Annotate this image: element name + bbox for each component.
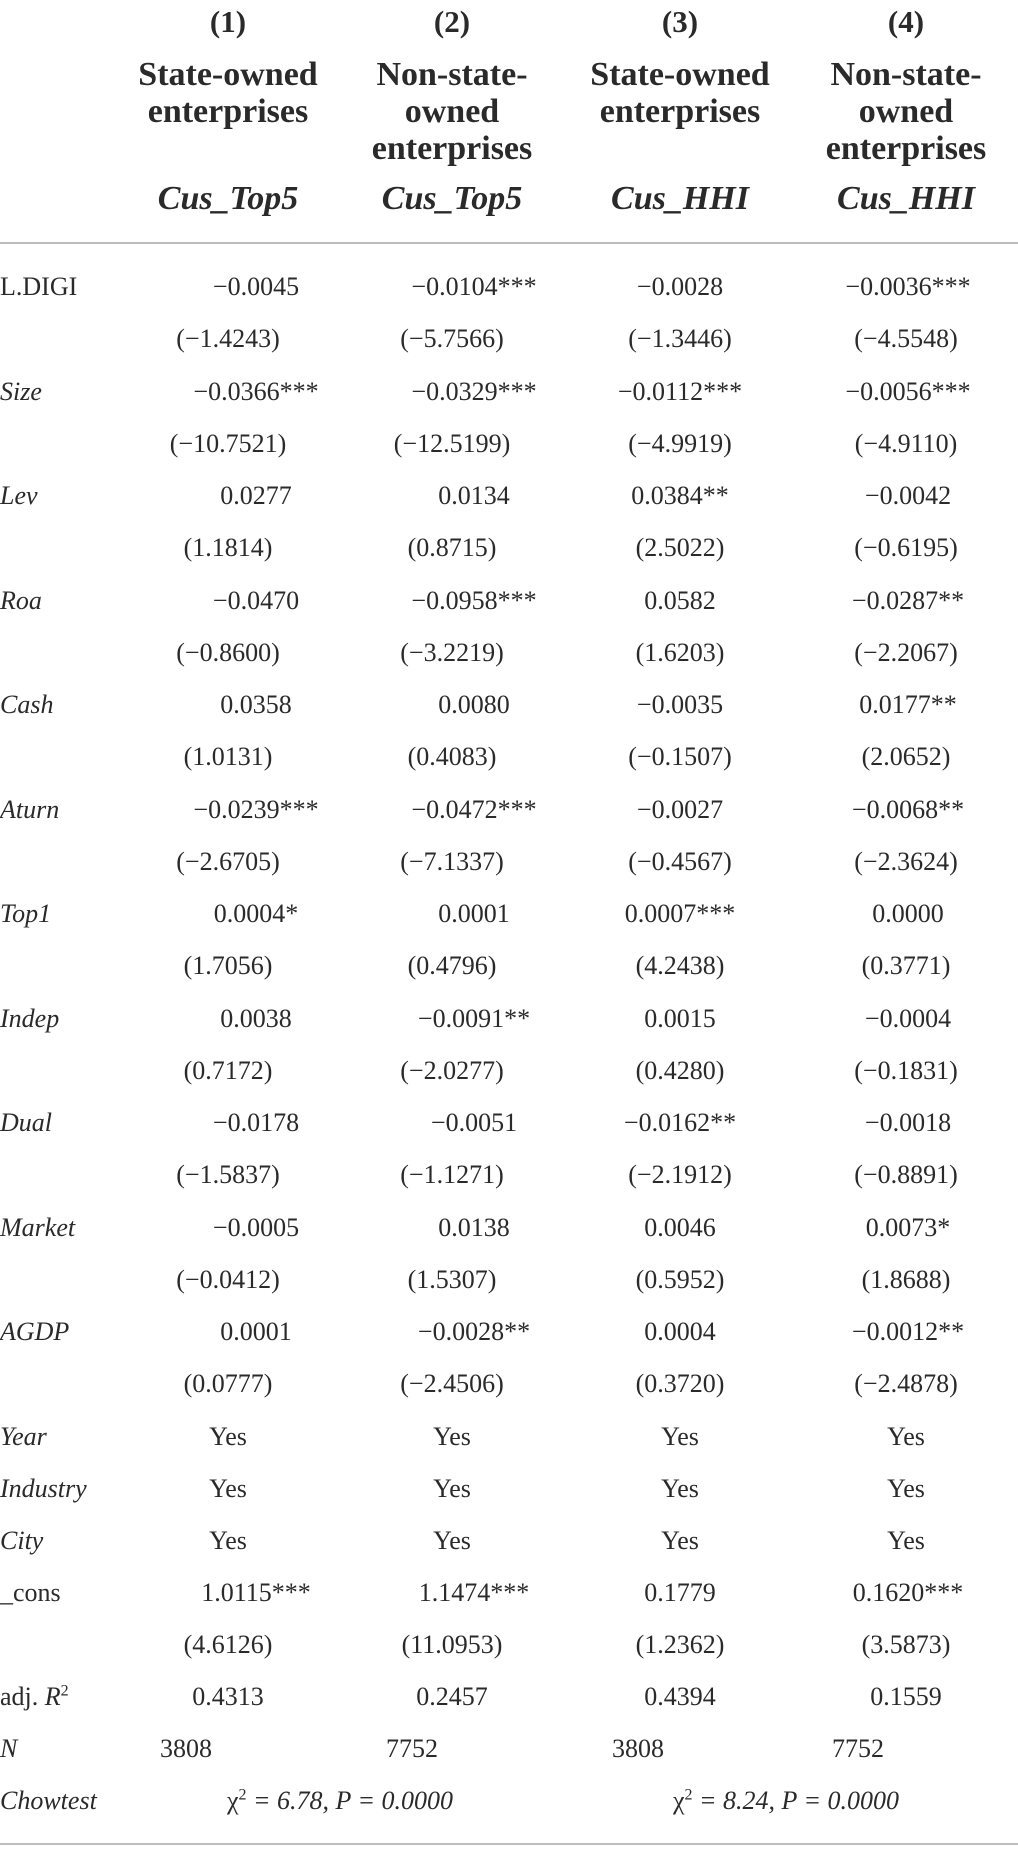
t-statistic: (−0.4567) [628,846,732,876]
column-title [138,56,317,130]
coefficient: 0.0358 [220,690,292,719]
coefficient: 0.0073* [865,1212,951,1242]
control-value: Yes [433,1421,471,1451]
coefficient: 0.0138 [438,1212,510,1242]
t-statistic: (0.8715) [407,533,497,562]
control-value: Yes [661,1421,699,1451]
control-value: Yes [887,1421,925,1451]
coefficient: −0.0958*** [411,585,537,615]
t-statistic: (1.7056) [183,951,273,980]
t-statistic: (−3.2219) [400,637,504,667]
control-label: Year [0,1421,47,1451]
control-value: Yes [887,1473,925,1503]
t-statistic: (1.1814) [183,533,273,562]
coefficient: 0.0004* [213,899,299,928]
control-label: Industry [0,1473,87,1503]
coefficient: −0.0045 [212,272,300,301]
coefficient: −0.0470 [212,585,300,615]
adj-r2-value: 0.2457 [416,1682,488,1711]
coefficient: −0.0104*** [411,272,537,301]
column-title-line: State-owned [590,56,770,93]
row-label: Market [0,1212,76,1242]
coefficient: −0.0056*** [845,376,971,406]
t-statistic: (1.0131) [183,742,273,771]
coefficient: −0.0178 [212,1108,300,1137]
coefficient: 0.1779 [644,1577,716,1607]
row-label: L.DIGI [0,272,78,301]
coefficient: −0.0051 [430,1108,518,1137]
column-title-line: owned [858,93,954,130]
t-statistic: (0.4796) [407,951,497,980]
t-statistic: (1.6203) [635,637,725,667]
dependent-variable: Cus_Top5 [381,180,523,217]
control-value: Yes [209,1421,247,1451]
t-statistic: (4.2438) [635,951,725,980]
coefficient: 0.0046 [644,1212,716,1242]
t-statistic: (−0.8600) [176,637,280,667]
t-statistic: (−4.5548) [854,324,958,353]
control-value: Yes [887,1525,925,1555]
t-statistic: (0.4083) [407,742,497,771]
t-statistic: (−1.1271) [400,1160,504,1189]
t-statistic: (−12.5199) [393,428,511,458]
adj-r2-value: 0.4394 [644,1682,716,1711]
n-value: 7752 [832,1734,884,1763]
coefficient: 0.0582 [644,585,716,615]
t-statistic: (2.5022) [635,533,725,562]
t-statistic: (−2.6705) [176,846,280,876]
row-label: Size [0,376,42,406]
bottom-rule [0,1843,1018,1845]
coefficient: 0.0080 [438,690,510,719]
t-statistic: (−2.1912) [628,1160,732,1189]
row-label: AGDP [0,1317,70,1346]
t-statistic: (−0.1831) [854,1055,958,1085]
n-value: 7752 [386,1734,438,1763]
t-statistic: (3.5873) [861,1629,951,1659]
t-statistic: (−2.4878) [854,1369,958,1398]
t-statistic: (−2.4506) [400,1369,504,1398]
t-statistic: (−2.3624) [854,846,958,876]
column-title-line: Non-state- [830,56,982,93]
coefficient: −0.0004 [864,1003,952,1033]
t-statistic: (−2.2067) [854,637,958,667]
dependent-variable: Cus_Top5 [157,180,299,217]
column-number: (4) [887,4,925,39]
t-statistic: (11.0953) [401,1629,503,1659]
row-label: Lev [0,481,38,510]
t-statistic: (−5.7566) [400,324,504,353]
n-value: 3808 [612,1734,664,1763]
t-statistic: (−0.6195) [854,533,958,562]
coefficient: 0.0384** [631,481,729,510]
dependent-variable: Cus_HHI [611,180,749,217]
coefficient: −0.0028 [636,272,724,301]
t-statistic: (0.7172) [183,1055,273,1085]
chowtest-value: $\chi^2 = 8.24$, P = 0.0000 [672,1786,900,1815]
t-statistic: (−0.1507) [628,742,732,771]
chowtest-value: $\chi^2 = 6.78$, P = 0.0000 [226,1786,454,1815]
control-value: Yes [433,1525,471,1555]
coefficient: −0.0239*** [193,794,319,824]
coefficient: 0.0001 [220,1317,292,1346]
column-title-line: Non-state- [376,56,528,93]
coefficient: −0.0028** [417,1317,531,1346]
column-number: (2) [433,4,471,39]
row-label: _cons [0,1577,61,1607]
n-value: 3808 [160,1734,212,1763]
column-title [372,56,533,167]
coefficient: −0.0287** [851,585,965,615]
coefficient: 0.0038 [220,1003,292,1033]
t-statistic: (−4.9110) [854,428,958,458]
coefficient: 0.0004 [644,1317,716,1346]
t-statistic: (0.3720) [635,1369,725,1398]
coefficient: −0.0018 [864,1108,952,1137]
coefficient: −0.0162** [623,1108,737,1137]
column-number: (1) [209,4,247,39]
row-label: Aturn [0,794,60,824]
t-statistic: (1.2362) [635,1629,725,1659]
coefficient: −0.0035 [636,690,724,719]
adj-r2-value: 0.4313 [192,1682,264,1711]
coefficient: −0.0068** [851,794,965,824]
t-statistic: (−4.9919) [628,428,732,458]
t-statistic: (0.3771) [861,951,951,980]
coefficient: −0.0042 [864,481,952,510]
column-title [826,56,987,167]
control-label: City [0,1525,44,1555]
column-title-line: State-owned [138,56,318,93]
adj-r2-value: 0.1559 [870,1682,942,1711]
coefficient: 0.0000 [872,899,944,928]
t-statistic: (−2.0277) [400,1055,504,1085]
column-title-line: enterprises [147,93,309,130]
coefficient: −0.0329*** [411,376,537,406]
row-label: Cash [0,690,54,719]
column-title-line: enterprises [371,130,533,167]
coefficient: 0.0007*** [624,899,736,928]
n-label: N [0,1734,18,1763]
coefficient: −0.0366*** [193,376,319,406]
coefficient: 0.0134 [438,481,510,510]
column-title-line: enterprises [599,93,761,130]
header-rule [0,242,1018,244]
dependent-variable: Cus_HHI [837,180,975,217]
adj-r2-label: adj. $R^2$ [0,1682,69,1711]
control-value: Yes [433,1473,471,1503]
chowtest-label: Chowtest [0,1786,97,1815]
coefficient: 0.0015 [644,1003,716,1033]
coefficient: 1.0115*** [201,1577,311,1607]
control-value: Yes [661,1473,699,1503]
t-statistic: (2.0652) [861,742,951,771]
t-statistic: (0.0777) [183,1369,273,1398]
row-label: Indep [0,1003,60,1033]
t-statistic: (0.4280) [635,1055,725,1085]
t-statistic: (1.5307) [407,1264,497,1294]
t-statistic: (−1.4243) [176,324,280,353]
coefficient: −0.0472*** [411,794,537,824]
column-title [590,56,769,130]
coefficient: −0.0005 [212,1212,300,1242]
coefficient: −0.0027 [636,794,724,824]
coefficient: −0.0012** [851,1317,965,1346]
t-statistic: (1.8688) [861,1264,951,1294]
column-title-line: enterprises [825,130,987,167]
control-value: Yes [661,1525,699,1555]
t-statistic: (−0.0412) [176,1264,280,1294]
t-statistic: (−0.8891) [854,1160,958,1189]
column-number: (3) [661,4,699,39]
coefficient: 0.0177** [859,690,957,719]
t-statistic: (−1.3446) [628,324,732,353]
t-statistic: (−10.7521) [169,428,287,458]
column-title-line: owned [404,93,500,130]
coefficient: −0.0036*** [845,272,971,301]
t-statistic: (0.5952) [635,1264,725,1294]
row-label: Dual [0,1108,52,1137]
coefficient: −0.0112*** [617,376,743,406]
control-value: Yes [209,1473,247,1503]
coefficient: 0.0001 [438,899,510,928]
t-statistic: (−1.5837) [176,1160,280,1189]
control-value: Yes [209,1525,247,1555]
row-label: Top1 [0,899,52,928]
t-statistic: (−7.1337) [400,846,504,876]
coefficient: 0.1620*** [852,1577,964,1607]
coefficient: −0.0091** [417,1003,531,1033]
t-statistic: (4.6126) [183,1629,273,1659]
coefficient: 0.0277 [220,481,292,510]
row-label: Roa [0,585,42,615]
coefficient: 1.1474*** [418,1577,530,1607]
